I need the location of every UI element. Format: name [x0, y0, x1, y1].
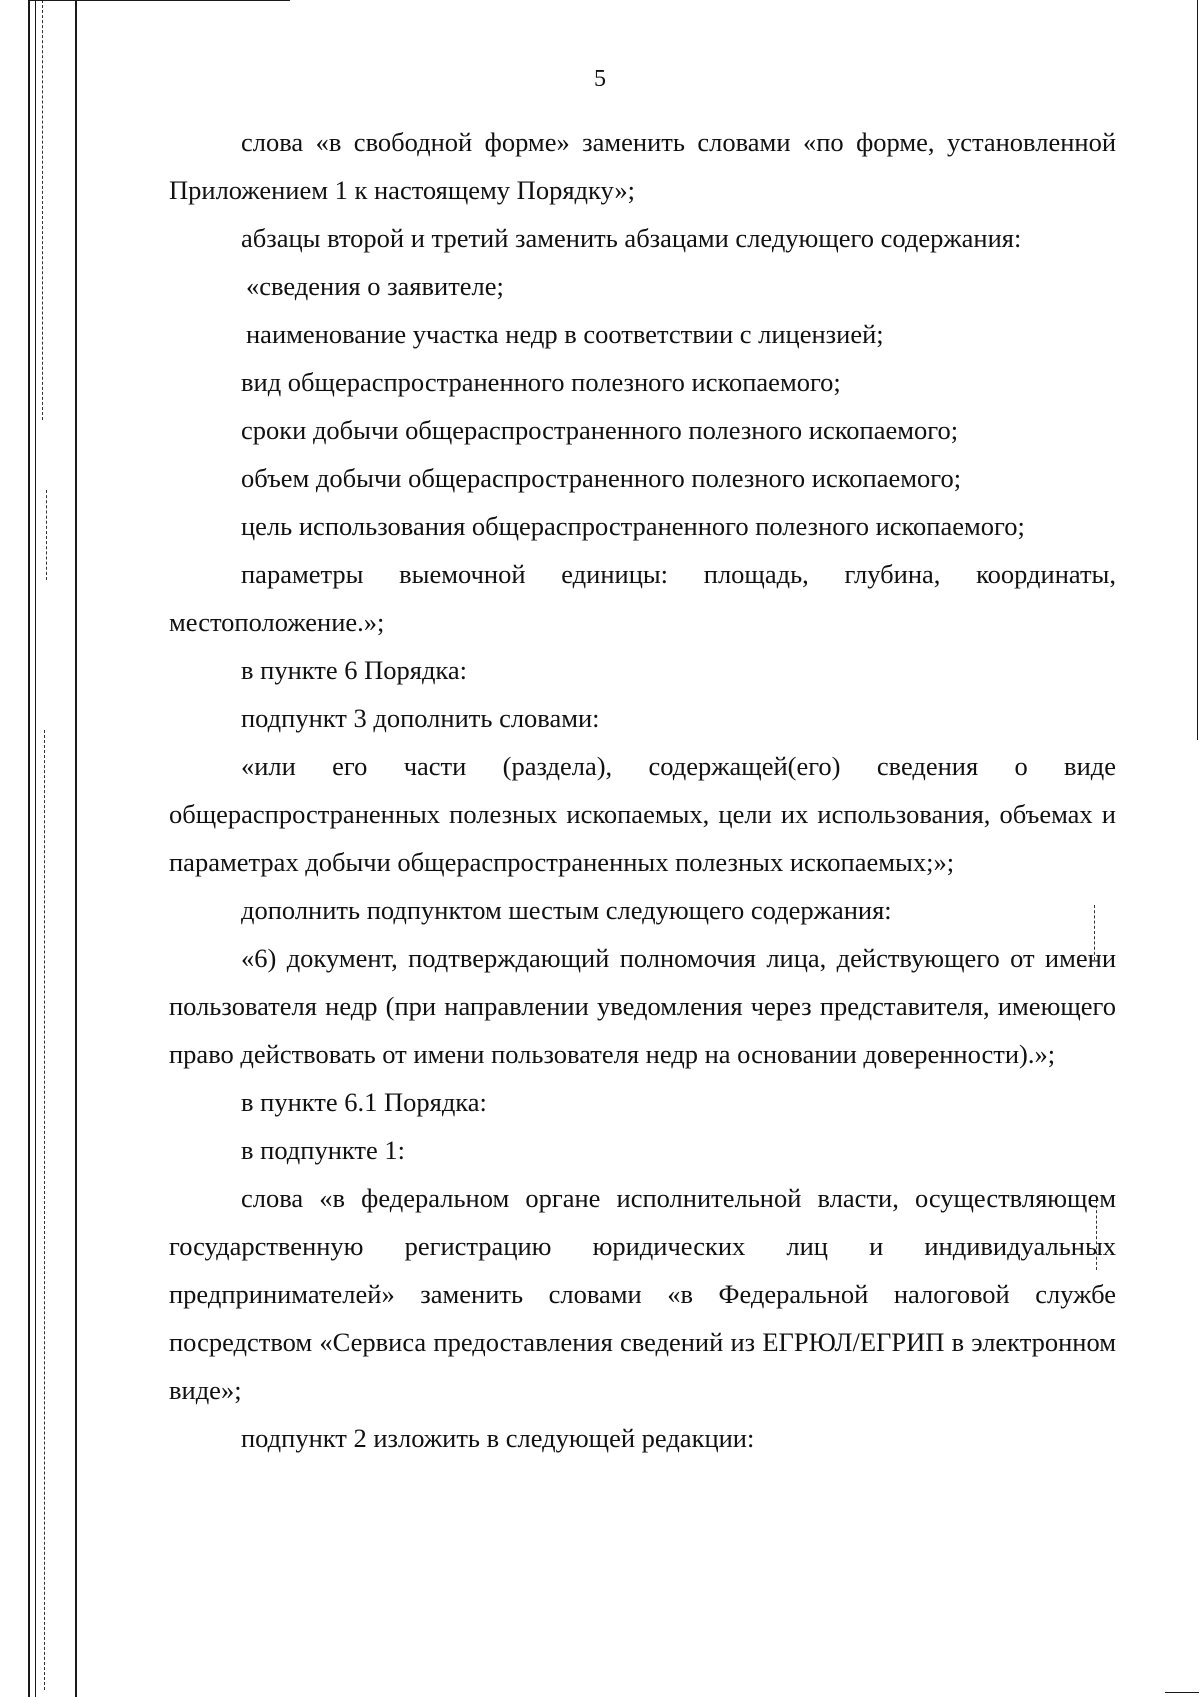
- paragraph: дополнить подпунктом шестым следующего содержания:: [241, 895, 892, 925]
- scan-border-line: [75, 0, 77, 1697]
- paragraph: в пункте 6.1 Порядка:: [241, 1087, 487, 1117]
- paragraph: «6) документ, подтверждающий полномочия лица, действующего от имени пользователя недр (при направлении уведомления через представителя, имеющего право действовать от имени пользователя недр на основании доверенности).»;: [169, 943, 1116, 1069]
- scan-border-line: [30, 0, 290, 1]
- paragraph: цель использования общераспространенного полезного ископаемого;: [241, 511, 1025, 541]
- scan-border-line: [1197, 0, 1198, 740]
- paragraph: объем добычи общераспространенного полезного ископаемого;: [241, 463, 962, 493]
- paragraph: в подпункте 1:: [241, 1135, 406, 1165]
- scan-border-line: [35, 0, 36, 1697]
- paragraph: вид общераспространенного полезного ископаемого;: [241, 367, 841, 397]
- paragraph: подпункт 3 дополнить словами:: [241, 703, 600, 733]
- paragraph: параметры выемочной единицы: площадь, глубина, координаты, местоположение.»;: [169, 559, 1116, 637]
- paragraph: «или его части (раздела), содержащей(его) сведения о виде общераспространенных полезных ископаемых, цели их использования, объемах и параметрах добычи общераспространенных полезных ископаемых;»;: [169, 751, 1116, 877]
- scan-border-line: [46, 490, 47, 580]
- page-number: 5: [594, 66, 606, 92]
- paragraph: «сведения о заявителе;: [246, 271, 504, 301]
- paragraph: подпункт 2 изложить в следующей редакции:: [241, 1423, 755, 1453]
- paragraph: слова «в свободной форме» заменить словами «по форме, установленной Приложением 1 к настоящему Порядку»;: [169, 127, 1116, 205]
- scan-border-line: [42, 0, 43, 420]
- scan-border-line: [28, 0, 30, 1697]
- document-body: [169, 118, 1116, 1462]
- paragraph: наименование участка недр в соответствии с лицензией;: [246, 319, 884, 349]
- paragraph: слова «в федеральном органе исполнительной власти, осуществляющем государственную регистрацию юридических лиц и индивидуальных предпринимателей» заменить словами «в Федеральной налоговой службе посредством «Сервиса предоставления сведений из ЕГРЮЛ/ЕГРИП в электронном виде»;: [169, 1183, 1116, 1405]
- paragraph: сроки добычи общераспространенного полезного ископаемого;: [241, 415, 959, 445]
- paragraph: в пункте 6 Порядка:: [241, 655, 468, 685]
- scan-border-line: [1165, 1692, 1199, 1693]
- paragraph: абзацы второй и третий заменить абзацами следующего содержания:: [241, 223, 1022, 253]
- scan-border-line: [44, 730, 45, 1690]
